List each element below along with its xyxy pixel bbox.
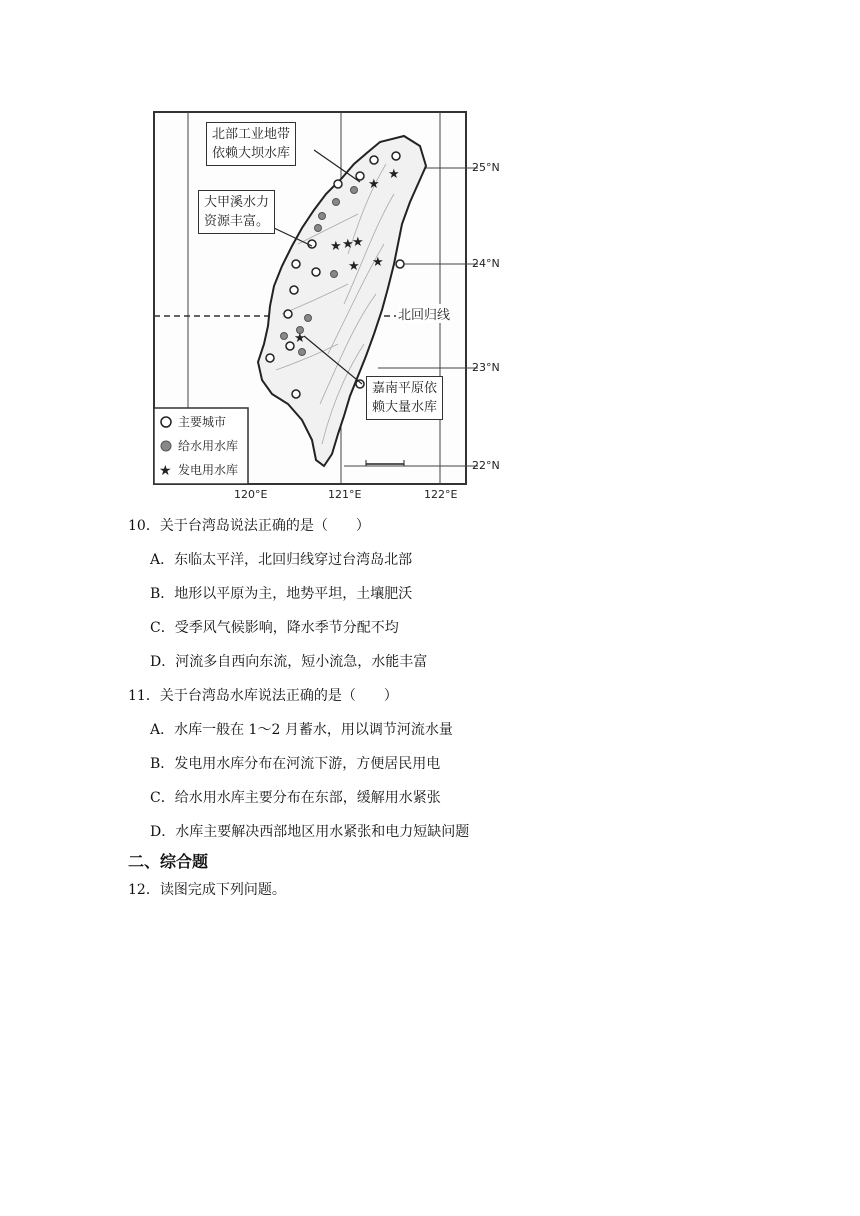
question-10-stem: 10．关于台湾岛说法正确的是（ ） [128,518,370,534]
lon-label-120: 120°E [234,488,268,501]
svg-text:★: ★ [368,177,380,192]
callout-chiayi-plain: 嘉南平原依 赖大量水库 [366,376,443,420]
question-11-option-d: D．水库主要解决西部地区用水紧张和电力短缺问题 [150,824,470,840]
question-10-option-a: A．东临太平洋，北回归线穿过台湾岛北部 [150,552,413,568]
legend-city: 主要城市 [178,415,227,429]
lat-label-25: 25°N [472,161,500,174]
lon-label-122: 122°E [424,488,458,501]
svg-text:★: ★ [348,259,360,274]
callout-dajia-river: 大甲溪水力 资源丰富。 [198,190,275,234]
lat-label-23: 23°N [472,361,500,374]
lat-label-24: 24°N [472,257,500,270]
section-2-title: 二、综合题 [128,852,209,871]
svg-text:★: ★ [388,167,400,182]
svg-text:★: ★ [330,239,342,254]
question-11-stem: 11．关于台湾岛水库说法正确的是（ ） [128,688,398,704]
svg-text:★: ★ [294,331,306,346]
lon-label-121: 121°E [328,488,362,501]
question-11-option-a: A．水库一般在 1～2 月蓄水，用以调节河流水量 [150,722,453,738]
question-11-option-b: B．发电用水库分布在河流下游，方便居民用电 [150,756,441,772]
svg-text:★: ★ [342,237,354,252]
question-10-option-b: B．地形以平原为主，地势平坦，土壤肥沃 [150,586,413,602]
svg-text:★: ★ [159,463,172,479]
taiwan-reservoir-map [148,104,520,504]
question-12-stem: 12．读图完成下列问题。 [128,882,286,898]
lat-label-22: 22°N [472,459,500,472]
legend-power: 发电用水库 [178,463,239,477]
svg-text:★: ★ [372,255,384,270]
question-11-option-c: C．给水用水库主要分布在东部，缓解用水紧张 [150,790,441,806]
callout-north-industrial: 北部工业地带 依赖大坝水库 [206,122,296,166]
legend-water-supply: 给水用水库 [178,439,239,453]
tropic-of-cancer-label: 北回归线 [398,304,450,323]
question-10-option-c: C．受季风气候影响，降水季节分配不均 [150,620,399,636]
question-10-option-d: D．河流多自西向东流，短小流急，水能丰富 [150,654,428,670]
svg-text:★: ★ [352,235,364,250]
